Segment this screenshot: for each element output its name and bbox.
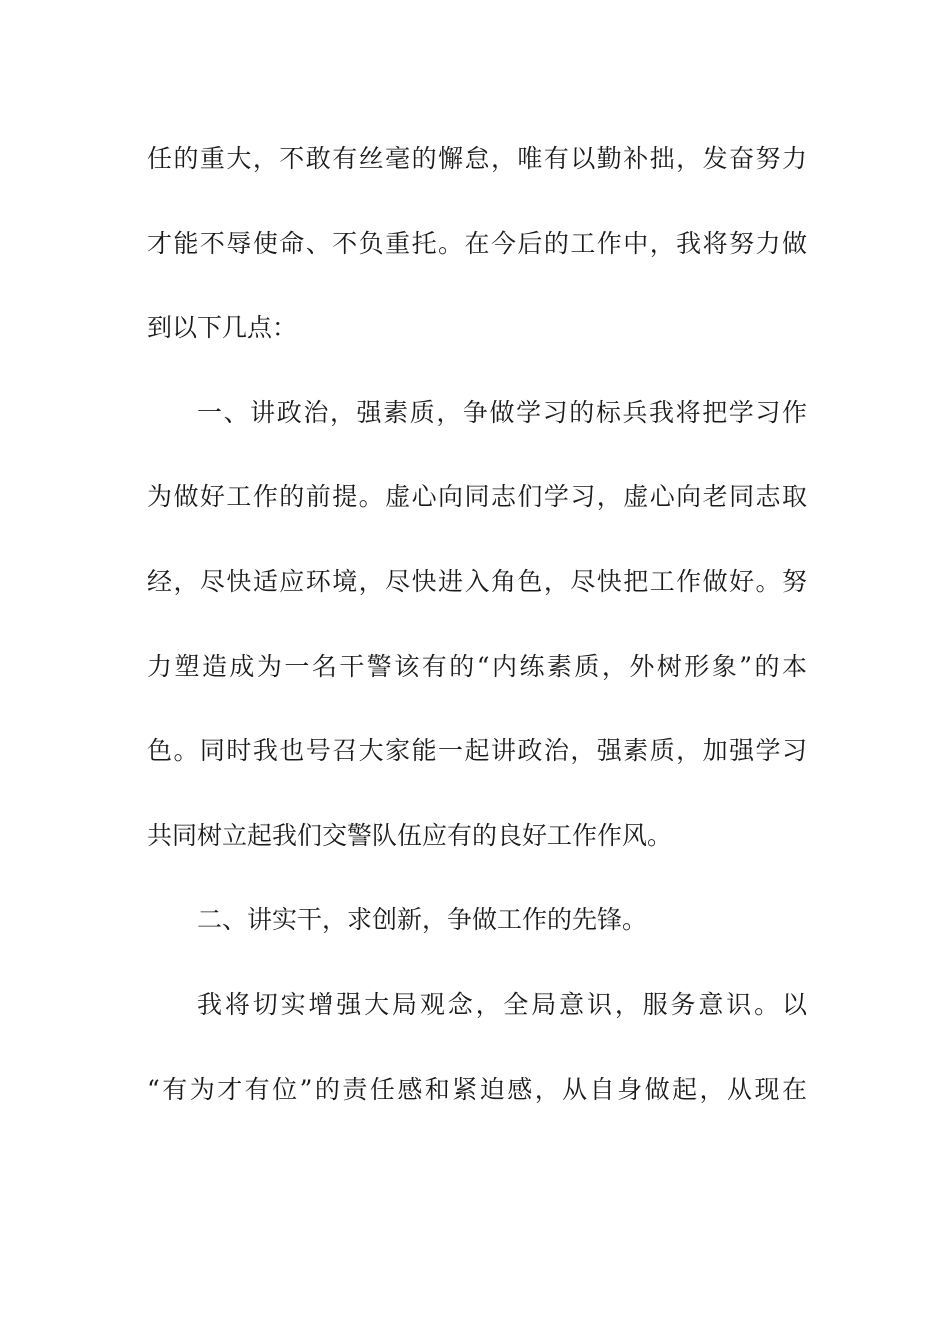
section-heading: 二、讲实干，求创新，争做工作的先锋。 [197,905,648,935]
text-line: 力塑造成为一名干警该有的“内练素质，外树形象”的本 [147,651,807,681]
text-line: 为做好工作的前提。虚心向同志们学习，虚心向老同志取 [147,482,807,512]
text-line: 经，尽快适应环境，尽快进入角色，尽快把工作做好。努 [147,566,807,596]
text-line: “有为才有位”的责任感和紧迫感，从自身做起，从现在 [147,1074,807,1104]
text-line: 色。同时我也号召大家能一起讲政治，强素质，加强学习 [147,736,807,766]
text-line: 任的重大，不敢有丝毫的懈怠，唯有以勤补拙，发奋努力 [147,144,807,173]
text-line: 到以下几点： [147,313,298,343]
text-line: 共同树立起我们交警队伍应有的良好工作作风。 [147,820,673,850]
body-text [147,130,807,1145]
text-line: 一、讲政治，强素质，争做学习的标兵我将把学习作 [197,397,807,427]
text-line: 我将切实增强大局观念，全局意识，服务意识。以 [197,989,807,1019]
text-line: 才能不辱使命、不负重托。在今后的工作中，我将努力做 [147,228,807,258]
